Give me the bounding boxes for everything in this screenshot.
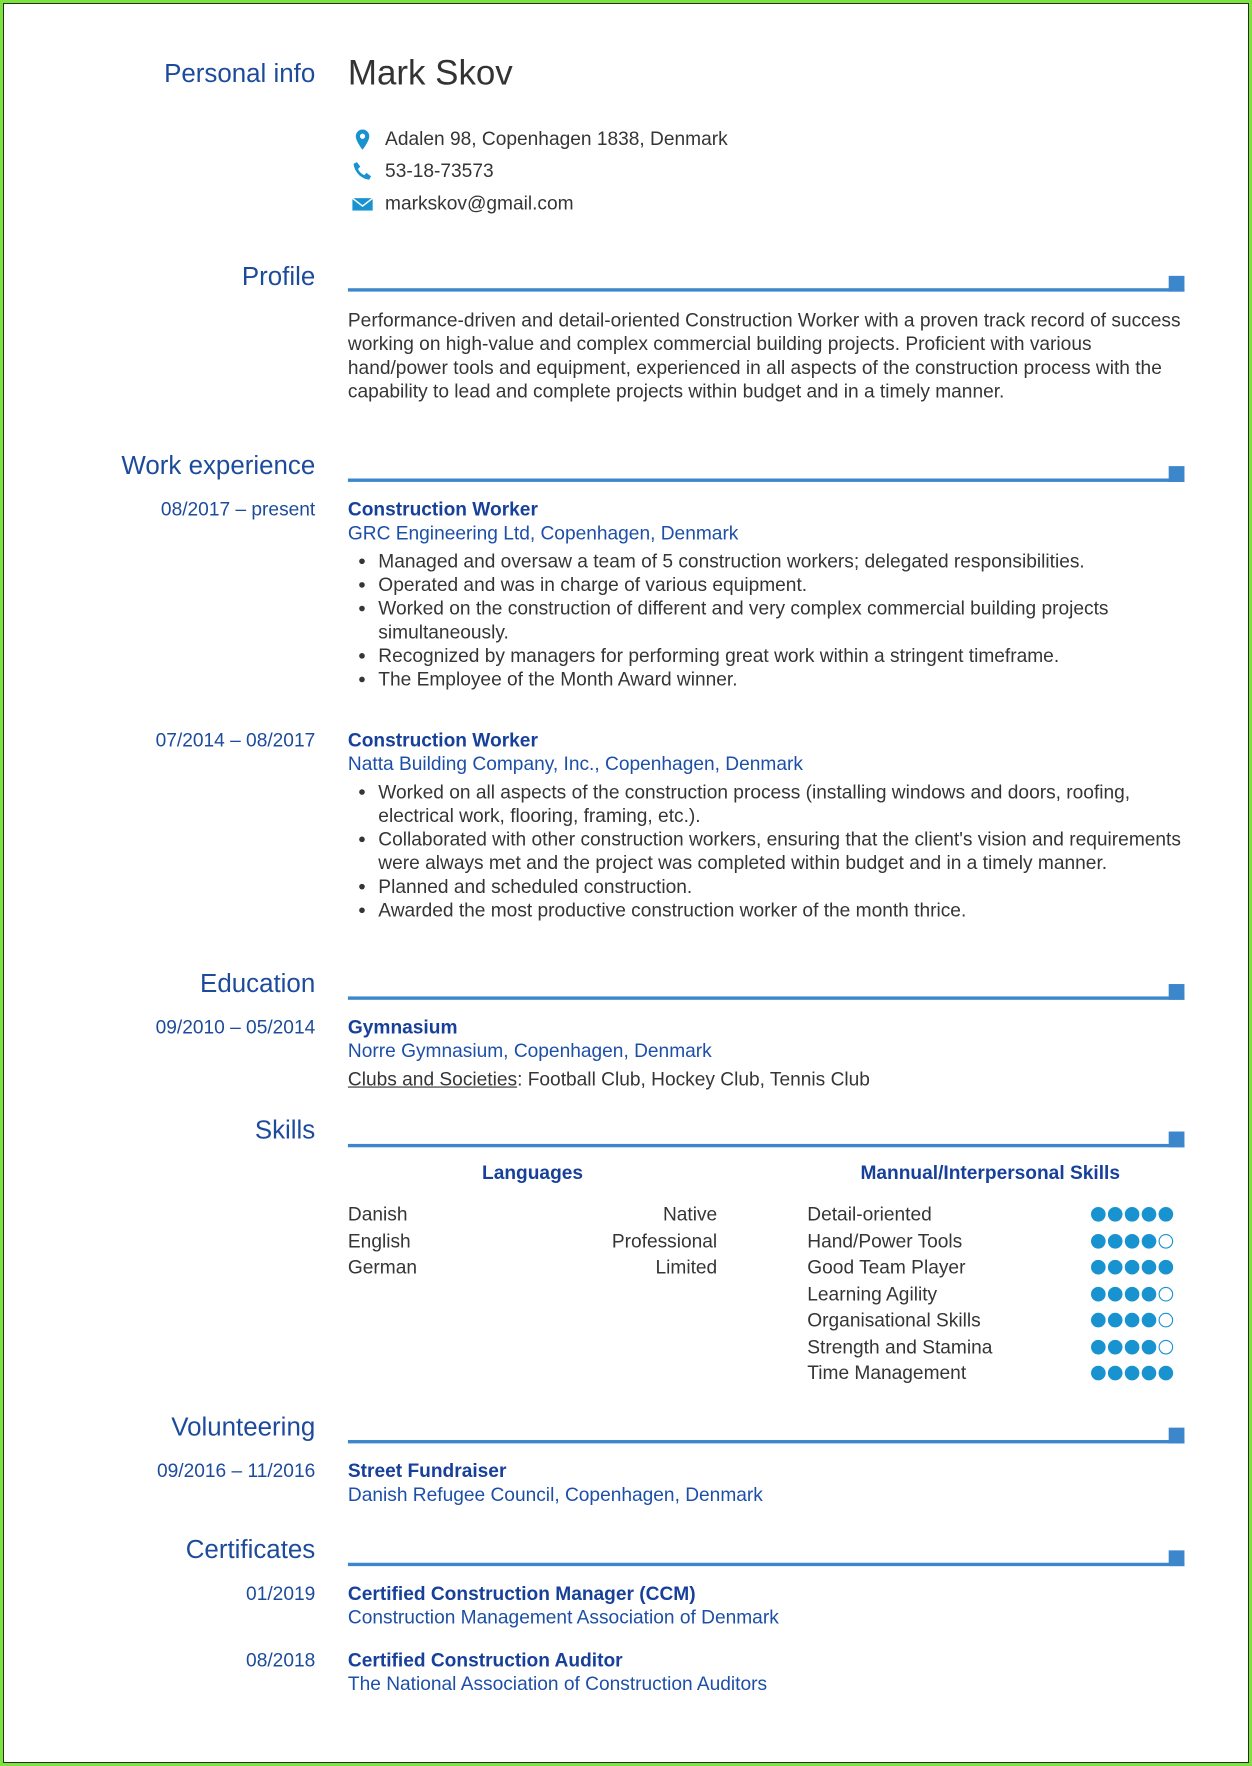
contact-phone: [351, 159, 493, 184]
section-heading-personal-info: Personal info: [164, 58, 316, 88]
address-text: Adalen 98, Copenhagen 1838, Denmark: [385, 128, 728, 150]
filled-dot-icon: [1108, 1286, 1123, 1301]
certificate-date: 08/2018: [246, 1649, 316, 1671]
language-name: German: [347, 1256, 418, 1278]
empty-dot-icon: [1159, 1313, 1174, 1328]
phone-icon: [351, 160, 374, 183]
bullet-item: • Worked on all aspects of the construction process (installing windows and doors, roofing, electrical work, flooring, framing, etc.).: [378, 780, 1186, 827]
education-school: Norre Gymnasium, Copenhagen, Denmark: [347, 1040, 712, 1062]
skill-name: Good Team Player: [807, 1256, 966, 1278]
volunteering-org: Danish Refugee Council, Copenhagen, Denmark: [347, 1483, 763, 1506]
skill-name: Organisational Skills: [807, 1309, 981, 1331]
skill-name: Time Management: [807, 1362, 967, 1384]
skill-name: Learning Agility: [807, 1282, 938, 1305]
skill-name: Detail-oriented: [807, 1203, 932, 1225]
filled-dot-icon: [1125, 1207, 1140, 1222]
filled-dot-icon: [1125, 1286, 1140, 1301]
phone-text: 53-18-73573: [385, 159, 494, 182]
language-row: [348, 1228, 717, 1254]
skill-name: Strength and Stamina: [807, 1335, 993, 1358]
section-divider: [348, 288, 1185, 291]
section-heading-volunteering: Volunteering: [171, 1411, 316, 1442]
skill-rating: [1091, 1307, 1173, 1333]
education-title: Gymnasium: [347, 1016, 458, 1039]
certificate-title: Certified Construction Manager (CCM): [347, 1583, 696, 1605]
filled-dot-icon: [1108, 1207, 1123, 1222]
skill-row: [807, 1360, 1173, 1386]
filled-dot-icon: [1108, 1339, 1123, 1354]
envelope-icon: [351, 193, 374, 216]
bullet-item: • The Employee of the Month Award winner.: [378, 668, 1186, 692]
volunteering-entry: [348, 1459, 1187, 1506]
bullet-item: • Managed and oversaw a team of 5 construction workers; delegated responsibilities.: [378, 549, 1186, 573]
section-divider: [348, 479, 1185, 482]
job-entry: [348, 498, 1187, 692]
email-link[interactable]: markskov@gmail.com: [385, 192, 574, 214]
filled-dot-icon: [1091, 1286, 1106, 1301]
bullet-item: • Awarded the most productive construction worker of the month thrice.: [378, 898, 1186, 922]
filled-dot-icon: [1159, 1260, 1174, 1275]
language-name: Danish: [347, 1203, 408, 1225]
contact-address: [351, 127, 727, 152]
filled-dot-icon: [1142, 1286, 1157, 1301]
language-name: English: [347, 1230, 411, 1252]
language-level: Native: [662, 1203, 718, 1225]
filled-dot-icon: [1091, 1339, 1106, 1354]
languages-table: [348, 1162, 717, 1281]
job-title: Construction Worker: [347, 729, 538, 751]
language-row: [348, 1254, 717, 1280]
filled-dot-icon: [1108, 1260, 1123, 1275]
location-pin-icon: [351, 128, 374, 151]
filled-dot-icon: [1091, 1366, 1106, 1381]
bullet-item: • Collaborated with other construction workers, ensuring that the client's vision and requirements were always met and the project was completed within budget and in a timely manner.: [378, 828, 1186, 875]
certificate-issuer: The National Association of Construction Auditors: [347, 1673, 768, 1695]
section-divider: [348, 1144, 1185, 1147]
filled-dot-icon: [1125, 1366, 1140, 1381]
section-heading-certificates: Certificates: [185, 1534, 316, 1564]
filled-dot-icon: [1125, 1260, 1140, 1275]
language-level: Professional: [611, 1230, 718, 1252]
certificate-entry: [348, 1582, 1187, 1629]
job-date: 08/2017 – present: [160, 498, 316, 521]
filled-dot-icon: [1108, 1313, 1123, 1328]
filled-dot-icon: [1159, 1366, 1174, 1381]
filled-dot-icon: [1091, 1313, 1106, 1328]
language-row: [348, 1201, 717, 1227]
filled-dot-icon: [1108, 1366, 1123, 1381]
job-bullets: [348, 549, 1187, 691]
certificate-date: 01/2019: [246, 1583, 316, 1605]
filled-dot-icon: [1142, 1366, 1157, 1381]
skill-row: [807, 1334, 1173, 1360]
manual-skills-heading: Mannual/Interpersonal Skills: [860, 1161, 1120, 1184]
languages-heading: Languages: [482, 1161, 584, 1184]
section-heading-education: Education: [200, 968, 316, 998]
filled-dot-icon: [1142, 1233, 1157, 1248]
filled-dot-icon: [1142, 1313, 1157, 1328]
empty-dot-icon: [1159, 1339, 1174, 1354]
section-divider: [348, 1440, 1185, 1443]
section-heading-profile: Profile: [241, 261, 316, 291]
skill-rating: [1091, 1201, 1173, 1227]
skill-row: [807, 1201, 1173, 1227]
skill-rating: [1091, 1360, 1173, 1386]
clubs-label: Clubs and Societies: [347, 1068, 518, 1090]
filled-dot-icon: [1091, 1233, 1106, 1248]
skill-row: [807, 1254, 1173, 1280]
skill-row: [807, 1228, 1173, 1254]
filled-dot-icon: [1125, 1313, 1140, 1328]
bullet-item: • Planned and scheduled construction.: [378, 875, 1186, 899]
filled-dot-icon: [1091, 1207, 1106, 1222]
person-name: Mark Skov: [347, 52, 513, 93]
filled-dot-icon: [1091, 1260, 1106, 1275]
filled-dot-icon: [1125, 1339, 1140, 1354]
profile-text: Performance-driven and detail-oriented Construction Worker with a proven track record of success working on high-value and complex commercial building projects. Proficient with various hand/power tools and equipment, experienced in all aspects of the construction process with the capability to lead and complete projects within budget and in a timely manner.: [347, 309, 1181, 402]
job-company: GRC Engineering Ltd, Copenhagen, Denmark: [347, 522, 739, 544]
filled-dot-icon: [1142, 1339, 1157, 1354]
section-heading-work-experience: Work experience: [121, 450, 316, 480]
skill-row: [807, 1281, 1173, 1307]
education-entry: [348, 1016, 1187, 1091]
section-heading-skills: Skills: [254, 1114, 316, 1144]
bullet-item: • Operated and was in charge of various equipment.: [378, 573, 1186, 597]
section-divider: [348, 996, 1185, 999]
empty-dot-icon: [1159, 1233, 1174, 1248]
certificate-title: Certified Construction Auditor: [347, 1649, 623, 1671]
filled-dot-icon: [1142, 1260, 1157, 1275]
education-date: 09/2010 – 05/2014: [155, 1016, 316, 1039]
manual-skills-table: [807, 1162, 1173, 1387]
bullet-item: • Worked on the construction of different and very complex commercial building projects simultaneously.: [378, 597, 1186, 644]
skill-rating: [1091, 1254, 1173, 1280]
skill-rating: [1091, 1228, 1173, 1254]
certificate-entry: [348, 1648, 1187, 1695]
clubs-value: : Football Club, Hockey Club, Tennis Club: [517, 1068, 870, 1090]
job-bullets: [348, 780, 1187, 922]
job-entry: [348, 728, 1187, 922]
filled-dot-icon: [1142, 1207, 1157, 1222]
section-divider: [348, 1563, 1185, 1566]
skill-name: Hand/Power Tools: [807, 1230, 963, 1252]
filled-dot-icon: [1108, 1233, 1123, 1248]
volunteering-title: Street Fundraiser: [347, 1460, 507, 1482]
language-level: Limited: [655, 1256, 718, 1278]
certificate-issuer: Construction Management Association of Denmark: [347, 1606, 779, 1629]
skill-rating: [1091, 1281, 1173, 1307]
education-clubs: [348, 1067, 1187, 1091]
contact-email[interactable]: [351, 191, 573, 216]
job-date: 07/2014 – 08/2017: [155, 729, 316, 751]
empty-dot-icon: [1159, 1286, 1174, 1301]
bullet-item: • Recognized by managers for performing great work within a stringent timeframe.: [378, 644, 1186, 668]
volunteering-date: 09/2016 – 11/2016: [157, 1460, 316, 1482]
job-title: Construction Worker: [347, 498, 538, 521]
job-company: Natta Building Company, Inc., Copenhagen, Denmark: [347, 753, 803, 775]
filled-dot-icon: [1125, 1233, 1140, 1248]
skill-row: [807, 1307, 1173, 1333]
skill-rating: [1091, 1334, 1173, 1360]
filled-dot-icon: [1159, 1207, 1174, 1222]
